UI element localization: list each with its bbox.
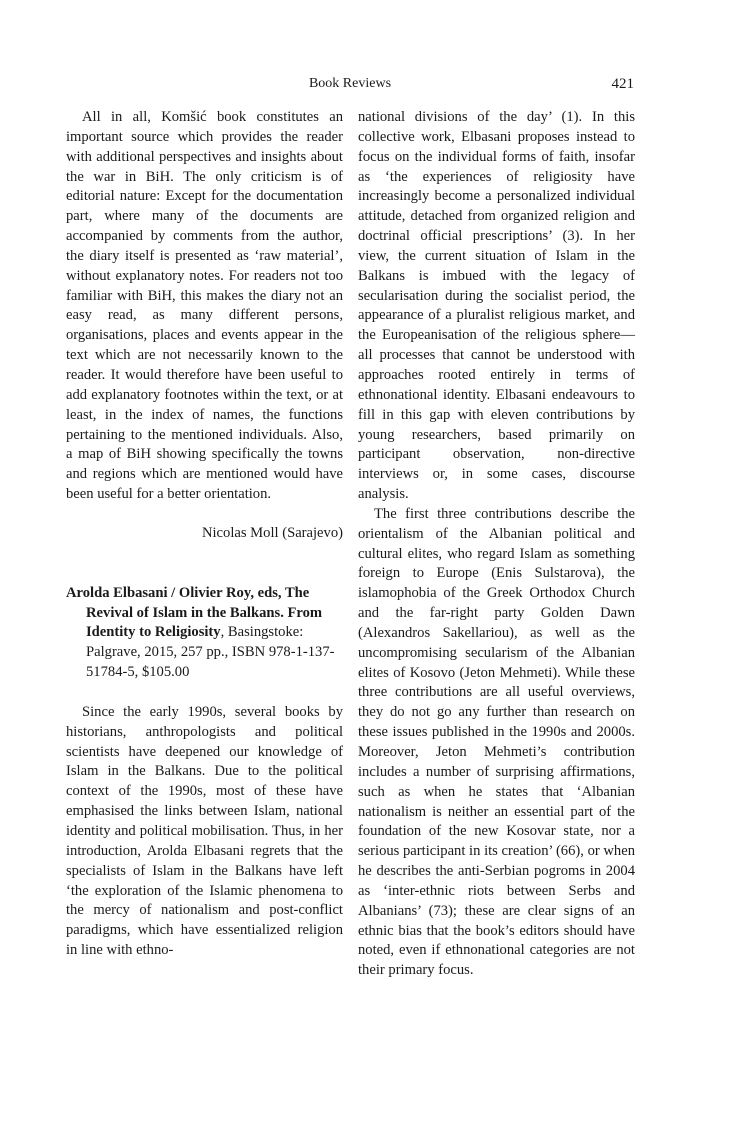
right-paragraph-2: The first three contributions describe the orientalism of the Albanian political and cultural elites, who regard Islam as something foreign to Europe (Enis Sulstarova), the islamophobia of the Greek Orthodox Church and the far-right party Golden Dawn (Alexandros Sakellariou), as well as the uncompromising secularism of the Albanian elites of Kosovo (Jeton Mehmeti). While these three contributions are all useful overviews, they do not go any further than research on these issues published in the 1990s and 2000s. Moreover, Jeton Mehmeti’s contribution includes a number of surprising affirmations, such as when he states that ‘Albanian nationalism is neither an essential part of the foundation of the new Kosovar state, nor a serious participant in its creation’ (66), or when he describes the anti-Serbian pogroms in 2004 as ‘inter-ethnic riots between Serbs and Albanians’ (73); these are clear signs of an ethnic bias that the book’s editors should have noted, even if ethnonational categories are not their primary focus. <box>358 505 635 979</box>
left-paragraph-1: All in all, Komšić book constitutes an important source which provides the reader with additional perspectives and insights about the war in BiH. The only criticism is of editorial nature: Except for the documentation part, where many of the documents are accompanied by comments from the author, the diary itself is presented as ‘raw material’, without explanatory notes. For readers not too familiar with BiH, this makes the diary not an easy read, as many different persons, organisations, places and events appear in the text which are not necessarily known to the reader. It would therefore have been useful to add explanatory footnotes within the text, or at least, in the index of names, the functions pertaining to the mentioned individuals. Also, a map of BiH showing specifically the towns and regions which are mentioned would have been useful for a better orientation. <box>66 109 343 503</box>
right-paragraph-1: national divisions of the day’ (1). In this collective work, Elbasani proposes instead to focus on the individual forms of faith, insofar as ‘the experiences of religiosity have increasingly become a personalized individual attitude, detached from organized religion and doctrinal official prescriptions’ (3). In her view, the current situation of Islam in the Balkans is imbued with the legacy of secularisation during the socialist period, the appearance of a pluralist religious market, and the Europeanisation of the religious sphere—all processes that cannot be understood with approaches rooted entirely in terms of ethnonational identity. Elbasani endeavours to fill in this gap with eleven contributions by young researchers, based primarily on participant observation, non-directive interviews or, in some cases, discourse analysis. <box>358 109 635 503</box>
running-header <box>0 76 754 96</box>
review-heading <box>66 584 343 683</box>
review-heading-title: Arolda Elbasani / Olivier Roy, eds, The Revival of Islam in the Balkans. From Identity to Religiosity <box>66 584 323 641</box>
right-column <box>358 108 635 981</box>
left-column <box>66 108 343 961</box>
running-title: Book Reviews <box>308 76 392 91</box>
page-number: 421 <box>611 76 634 92</box>
left-paragraph-2: Since the early 1990s, several books by historians, anthropologists and political scientists have deepened our knowledge of Islam in the Balkans. Due to the political context of the 1990s, most of these have emphasised the links between Islam, national identity and political mobilisation. Thus, in her introduction, Arolda Elbasani regrets that the specialists of Islam in the Balkans have left ‘the exploration of the Islamic phenomena to the mercy of nationalism and post-conflict paradigms, which have essentialized religion in line with ethno- <box>66 703 343 959</box>
review-heading-publication: , Basingstoke: Palgrave, 2015, 257 pp., ISBN 978-1-137-51784-5, $105.00 <box>86 624 335 681</box>
reviewer-signature: Nicolas Moll (Sarajevo) <box>201 524 343 541</box>
